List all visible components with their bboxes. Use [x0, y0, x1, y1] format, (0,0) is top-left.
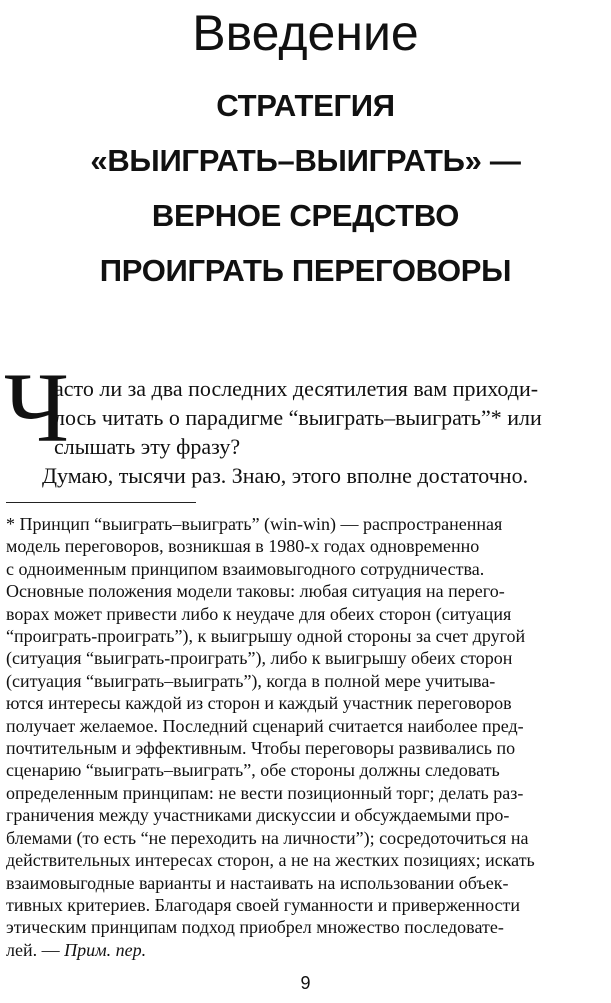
body-line: лось читать о парадигме “выиграть–выиграть”* или	[54, 405, 542, 430]
body-text	[6, 374, 596, 490]
footnote-line: “проиграть-проиграть”), к выигрышу одной стороны за счет другой	[6, 626, 526, 647]
page-number: 9	[300, 973, 311, 993]
footnote-line: взаимовыгодные варианты и настаивать на использовании объек-	[6, 872, 509, 893]
chapter-label: Введение	[192, 5, 419, 61]
footnote-line: Основные положения модели таковы: любая ситуация на перего-	[6, 581, 505, 602]
footnote-line: * Принцип “выиграть–выиграть” (win-win) — распространенная	[6, 514, 503, 534]
footnote-line: этическим принципам подход приобрел множество последовате-	[6, 917, 504, 938]
footnote-attribution: Прим. пер.	[64, 939, 147, 960]
footnote-line: сценарию “выиграть–выиграть”, обе стороны должны следовать	[6, 760, 500, 781]
body-line: Думаю, тысячи раз. Знаю, этого вполне достаточно.	[42, 463, 529, 488]
chapter-title-line: «ВЫИГРАТЬ–ВЫИГРАТЬ» —	[90, 143, 521, 178]
footnote-line: тивных критериев. Благодаря своей гуманности и приверженности	[6, 894, 520, 915]
footnote-line: блемами (то есть “не переходить на личности”); сосредоточиться на	[6, 827, 529, 848]
footnote-divider	[6, 502, 196, 503]
body-line: слышать эту фразу?	[54, 434, 241, 459]
chapter-title-line: ВЕРНОЕ СРЕДСТВО	[151, 198, 460, 233]
footnote-line: с одноименным принципом взаимовыгодного сотрудничества.	[6, 558, 485, 579]
footnote-line: (ситуация “выиграть-проиграть”), либо к выигрышу обеих сторон	[6, 648, 513, 669]
footnote-last-line-text: лей. —	[6, 939, 60, 960]
footnote	[6, 513, 602, 961]
footnote-line: ворах может привести либо к неудаче для обеих сторон (ситуация	[6, 603, 512, 624]
footnote-line: (ситуация “выиграть–выиграть”), когда в полной мере учитыва-	[6, 670, 496, 691]
drop-cap: Ч	[4, 352, 69, 463]
chapter-title-line: СТРАТЕГИЯ	[216, 88, 395, 123]
body-line: асто ли за два последних десятилетия вам приходи-	[54, 376, 539, 401]
footnote-line: почтительным и эффективным. Чтобы переговоры развивались по	[6, 738, 516, 759]
footnote-line: действительных интересах сторон, а не на жестких позициях; искать	[6, 850, 535, 871]
footnote-line: определенным принципам: не вести позиционный торг; делать раз-	[6, 782, 524, 803]
footnote-line: получает желаемое. Последний сценарий считается наиболее пред-	[6, 715, 524, 736]
footnote-line: ются интересы каждой из сторон и каждый участник переговоров	[6, 693, 512, 714]
footnote-line: модель переговоров, возникшая в 1980-х годах одновременно	[6, 536, 480, 557]
chapter-title-line: ПРОИГРАТЬ ПЕРЕГОВОРЫ	[99, 253, 512, 288]
footnote-last-line	[6, 939, 602, 961]
footnote-line: граничения между участниками дискуссии и обсуждаемыми про-	[6, 805, 510, 826]
chapter-title	[0, 78, 611, 298]
